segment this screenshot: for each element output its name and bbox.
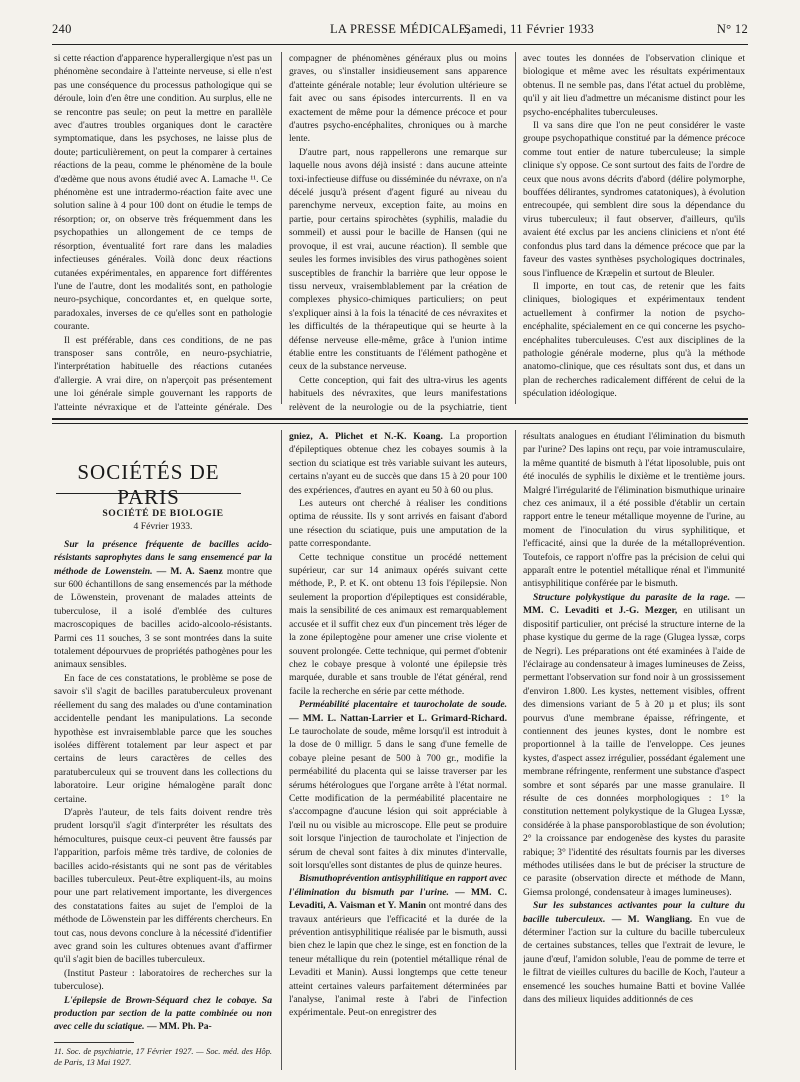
top-column-2 <box>289 52 507 412</box>
page-number: 240 <box>52 22 72 36</box>
bottom-column-2 <box>289 430 507 1070</box>
article-author: gniez, A. Plichet et N.-K. Koang. <box>289 431 443 442</box>
column-divider <box>281 52 282 404</box>
article-title: Sur les substances activantes pour la culture du bacille tuberculeux. <box>523 900 745 925</box>
article-author: — MM. L. Nattan-Larrier et L. Grimard-Richard. <box>289 712 507 724</box>
article-author: — M. Wangliang. <box>611 913 693 925</box>
article-author: — MM. Ph. Pa- <box>147 1021 212 1033</box>
paragraph: Il est préférable, dans ces conditions, de ne pas transposer sans contrôle, en neuro-psychiatrie, l'interprétation habituelle des réactions cutanées d'allergie. A vrai dire, on n'aperçoit pas présentement une loi générale simple gouvernant les rapports de l'atteinte névraxique et de l'atteinte générale. Des <box>54 334 272 412</box>
article-author: — MM. C. Levaditi et J.-G. Mezger, <box>523 591 745 617</box>
article-text: La proportion d'épileptiques obtenue chez les cobayes soumis à la section du sciatique est très variable suivant les auteurs, certains n'ayant eu de succès que dans 15 à 20 pour 100 des expériences, d'autres en ayant eu 50 à 60 ou plus. <box>289 431 507 496</box>
bottom-column-1 <box>54 505 272 1070</box>
article-title: Structure polykystique du parasite de la rage. <box>533 591 730 603</box>
issue-date: Samedi, 11 Février 1933 <box>464 22 595 36</box>
top-column-1 <box>54 52 272 412</box>
banner-rule <box>56 493 241 494</box>
article-author: — M. A. Saenz <box>156 565 223 577</box>
journal-title: LA PRESSE MÉDICALE, <box>329 22 471 36</box>
section-banner: SOCIÉTÉS DE PARIS <box>77 460 220 509</box>
paragraph: compagner de phénomènes généraux plus ou moins graves, ou s'installer insidieusement sans apparence d'atteinte générale notable; leur évolution ultérieure se fait avec ou sans épisodes intercurrents. Il en va exactement de même pour la démence précoce et pour d'autres psycho-encéphalites, chroniques ou à marche lente. <box>289 53 507 145</box>
top-column-3 <box>523 52 745 412</box>
society-title: SOCIÉTÉ DE BIOLOGIE <box>102 508 224 519</box>
article-title: Sur la présence fréquente de bacilles acido-résistants saprophytes dans le sang ensemencé par la méthode de Lowenstein. <box>54 538 272 577</box>
paragraph: En face de ces constatations, le problème se pose de savoir s'il s'agit de bacilles paratuberculeux provenant réellement du sang des malades ou d'une contamination accidentelle pendant les manipulations. La seconde hypothèse est invraisemblable parce que les souches isolées diffèrent totalement par leur aspect et par certains de leurs caractères de celles des paratuberculeux qui se trouvent dans les collections du laboratoire. Leur origine hémalogène paraît donc certaine. <box>54 672 272 805</box>
article-text: montre que sur 600 échantillons de sang ensemencés par la méthode de Löwenstein, provenant de malades atteints de tuberculose, il a isolé d'emblée des cultures macroscopiques de bacilles acido-alcoolo-résistants. Parmi ces 11 souches, 3 se sont montrées dans la suite totalement dépourvues de propriétés pathogènes pour les animaux sensibles. <box>54 565 272 671</box>
paragraph: (Institut Pasteur : laboratoires de recherches sur la tuberculose). <box>54 967 272 993</box>
article-title: Bismuthoprévention antisyphilitique en rapport avec l'élimination du bismuth par l'urine. <box>289 873 507 898</box>
paragraph: résultats analogues en étudiant l'élimination du bismuth par l'urine? Des lapins ont reçu, par voie intramusculaire, la même quantité de bismuth à l'état liposoluble, puis ont été inoculés de syphilis le dixième et le trentième jours. Malgré l'irrégularité de l'élimination bismuthique urinaire chez ces animaux, il a été possible d'établir un certain rapport entre le teneur métallique moyenne de l'urine, au moment de l'inoculation du virus syphilitique, et l'efficacité, ainsi que la durée de la métalloprévention. Toutefois, ce rapport n'offre pas la précision de celui qui apparaît entre le potentiel métallique rénal et l'immunité antisyphilitique conférée par le bismuth. <box>523 431 745 590</box>
paragraph: Les auteurs ont cherché à réaliser les conditions optima de réussite. Ils y sont arrivés en faisant d'abord une résection du sciatique, puis une amputation de la patte correspondante. <box>289 498 507 550</box>
paragraph: Cette technique constitue un procédé nettement supérieur, car sur 14 animaux opérés suivant cette méthode, P., P. et K. ont obtenu 13 fois l'épilepsie. Non seulement la proportion d'épileptiques est considérable, mais la sensibilité de ces animaux est remarquablement accusée et il suffit chez eux d'un pincement très léger de la zone épileptogène pour amener une crise violente et souvent prolongée. Cette technique, qui permet d'obtenir chez le cobaye presque à volonté une épilepsie très marquée, durable et sans trouble de l'état général, rend facile la recherche en série par cette méthode. <box>289 551 507 697</box>
paragraph: Il va sans dire que l'on ne peut considérer le vaste groupe psychopathique constitué par la démence précoce comme tout entier de nature tuberculeuse; la simple clinique s'y oppose. Ce sont surtout des faits de l'ordre de ceux que nous avons décrits d'abord (délire polymorphe, bouffées délirantes, syndromes catatoniques), à évolution entrecoupée, qui semblent dire sous la dépendance du virus tuberculeux; il faut observer, d'ailleurs, qu'ils avaient été exclus par les anciens cliniciens et n'ont été confondus plus tard dans la démence précoce que par la faveur des vastes synthèses psychologiques doctrinales, sous l'influence de Kræpelin et surtout de Bleuler. <box>523 120 745 279</box>
column-divider <box>515 52 516 404</box>
paragraph: avec toutes les données de l'observation clinique et biologique et même avec les résultats expérimentaux obtenus. Il ne semble pas, dans l'état actuel du problème, qu'il y ait lieu d'admettre un mécanisme distinct pour les psycho-encéphalites tuberculeuses. <box>523 53 745 118</box>
article-author: — MM. C. Levaditi, A. Vaisman et Y. Manin <box>289 886 507 912</box>
bottom-column-3 <box>523 430 745 1070</box>
article-title: Perméabilité placentaire et taurocholate de soude. <box>299 699 507 711</box>
footnote-rule <box>54 1042 134 1043</box>
article-title: L'épilepsie de Brown-Séquard chez le cobaye. Sa production par section de la patte combinée ou non avec celle du sciatique. <box>54 994 272 1033</box>
issue-number: N° 12 <box>716 22 748 36</box>
column-divider <box>515 430 516 1070</box>
page-header <box>52 22 748 40</box>
section-rule <box>52 423 748 424</box>
footnote: 11. Soc. de psychiatrie, 17 Février 1927. — Soc. méd. des Hôp. de Paris, 13 Mai 1927. <box>54 1046 272 1067</box>
paragraph: si cette réaction d'apparence hyperallergique n'est pas un phénomène secondaire à l'atteinte nerveuse, si elle n'est pas une conséquence du processus pathologique qui se déroule, loin d'en être une condition. Au surplus, elle ne se rencontre pas seule; on peut la mettre en parallèle avec d'autres troubles organiques dont le caractère symptomatique, dans les psychoses, ne laisse plus de doute; particulièrement, on peut la comparer à certaines réactions de la peau, comme le phénomène de la boule d'œdème que nous avons étudié avec A. Lamache ¹¹. Ce phénomène est une intradermo-réaction faite avec une solution saline à 4 pour 100 dont on étudie le temps de résorption; or, on observe très fréquemment dans les psychopathies un allongement de ce temps de résorption, éventualité fort rare dans les maladies infectieuses générales. Voilà donc deux réactions cutanées expérimentales, en apparence fort différentes l'une de l'autre, dont les modalités sont, en pathologie neuro-psychique, concordantes et, en quelque sorte, paradoxales, inverses de ce qu'elles sont en pathologie courante. <box>54 53 272 333</box>
article-text: en utilisant un dispositif particulier, ont précisé la structure interne de la phase kystique du germe de la rage (Glugea lyssæ, corps de Negri). Les préparations ont été examinées à l'aide de l'éclairage au condensateur à images lumineuses de Zeiss, permettant l'observation sur fond noir à un grossissement d'environ 1.800. Les kystes, nettement visibles, offrent des dimensions variant de 5 à 20 µ et plus; ils sont pourvus d'une membrane épaisse, réfringente, et contiennent des jeunes kystes, dont le nombre est proportionnel à la taille de l'enveloppe. Ces jeunes kystes, d'aspect assez irrégulier, possédant également une membrane réfringente, renferment une substance d'aspect sombre et sont séparés par une masse granulaire. Il résulte de ces données morphologiques : 1° la constitution nettement polykystique de la Glugea Lyssæ, considérée à la phase pansporoblastique de son évolution; 2° la croissance par endogenèse des kystes du parasite rabique; 3° l'identité des résultats fournis par les diverses méthodes utilisées dans le but de préciser la structure de ce parasite (observation directe et méthode de Mann, Giemsa prolongé, condensateur à images lumineuses). <box>523 605 745 898</box>
article-text: En vue de déterminer l'action sur la culture du bacille tuberculeux de certaines substances, telles que l'extrait de levure, le jaune d'œuf, l'amidon soluble, l'eau de pomme de terre et le filtrat de vieilles cultures du bacille de Koch, l'auteur a ensemencé les souches humaine Batti et bovine Vallée dans des milieux liquides additionnés de ces <box>523 913 745 1006</box>
section-rule <box>52 418 748 420</box>
paragraph: D'autre part, nous rappellerons une remarque sur laquelle nous avons déjà insisté : dans aucune atteinte toxi-infectieuse diffuse ou disséminée du névraxe, on n'a décelé jusqu'à présent d'agent figuré au niveau du parenchyme nerveux, exception faite, au moins en partie, pour certains spirochètes (syphilis, maladie du sommeil) et aussi pour le bacille de Hansen (qui ne provoque, il est vrai, aucune réaction). Il semble que seules les formes invisibles des virus pathogènes soient susceptibles de franchir la barrière que leur oppose le tissu nerveux, vraisemblablement par la création de complexes physico-chimiques particuliers; on peut s'expliquer ainsi à la fois la ténacité de ces névraxites et les difficultés de la thérapeutique qui se heurte à la défense nerveuse elle-même, grâce à l'union intime établie entre les constituants de l'élément pathogène et ceux de la substance nerveuse. <box>289 146 507 373</box>
paragraph: D'après l'auteur, de tels faits doivent rendre très prudent lorsqu'il s'agit d'interpréter les résultats des hémocultures, puisque ceux-ci peuvent être faussés par l'apparition, parfois même très tardive, de colonies de bacilles acido-résistants qui ne sont pas de véritables bacilles tuberculeux. Peut-être expliquent-ils, au moins pour une part relativement importante, les divergences des constatations faites au sujet de l'emploi de la méthode de Löwenstein par les différents chercheurs. En tout cas, nous devons conclure à la nécessité d'identifier avec grand soin les cultures obtenues avant d'affirmer qu'il s'agit bien de bacilles tuberculeux. <box>54 806 272 966</box>
meeting-date: 4 Février 1933. <box>133 521 193 533</box>
column-divider <box>281 430 282 1070</box>
paragraph: Cette conception, qui fait des ultra-virus les agents habituels des névraxites, que leurs manifestations relèvent de la neurologie ou de la psychiatrie, tient <box>289 374 507 412</box>
header-rule <box>52 44 748 45</box>
article-text: Le taurocholate de soude, même lorsqu'il est introduit à la dose de 0 milligr. 5 dans le sang d'une femelle de cobaye pleine pesant de 500 à 700 gr., modifie la perméabilité du placenta qui se laisse traverser par les sérums hétérologues que l'organe arrête à l'état normal. Cette modification de la perméabilité placentaire ne s'accompagne d'aucune lésion qui soit appréciable à l'œil nu ou visible au microscope. Elle peut se produire soit lorsque l'injection de taurocholate et l'injection de sérum de cheval sont faites à dix minutes d'intervalle, soit lorsqu'elles sont distantes de plus de quinze heures. <box>289 725 507 871</box>
paragraph: Il importe, en tout cas, de retenir que les faits cliniques, biologiques et expérimentaux tendent actuellement à confirmer la notion de psycho-encéphalite, spécialement en ce qui concerne les psycho-encéphalites tuberculeuses. C'est aux disciplines de la pathologie générale moderne, plus qu'à la méthode anatomo-clinique, que ces résultats sont dus, et dans un plan de recherches radicalement différent de celui de la spéculation idéologique. <box>523 280 745 400</box>
article-text: ont montré dans des travaux antérieurs que l'efficacité et la durée de la prévention antisyphilitique réalisée par le bismuth, aussi bien chez le lapin que chez le singe, est en fonction de la teneur métallique du rein (potentiel métallique rénal de Levaditi et Manin). Aussi longtemps que cette teneur atteint certaines valeurs parfaitement déterminées par l'analyse, l'animal reste à l'abri de l'infection expérimentale. Peut-on enregistrer des <box>289 900 507 1019</box>
